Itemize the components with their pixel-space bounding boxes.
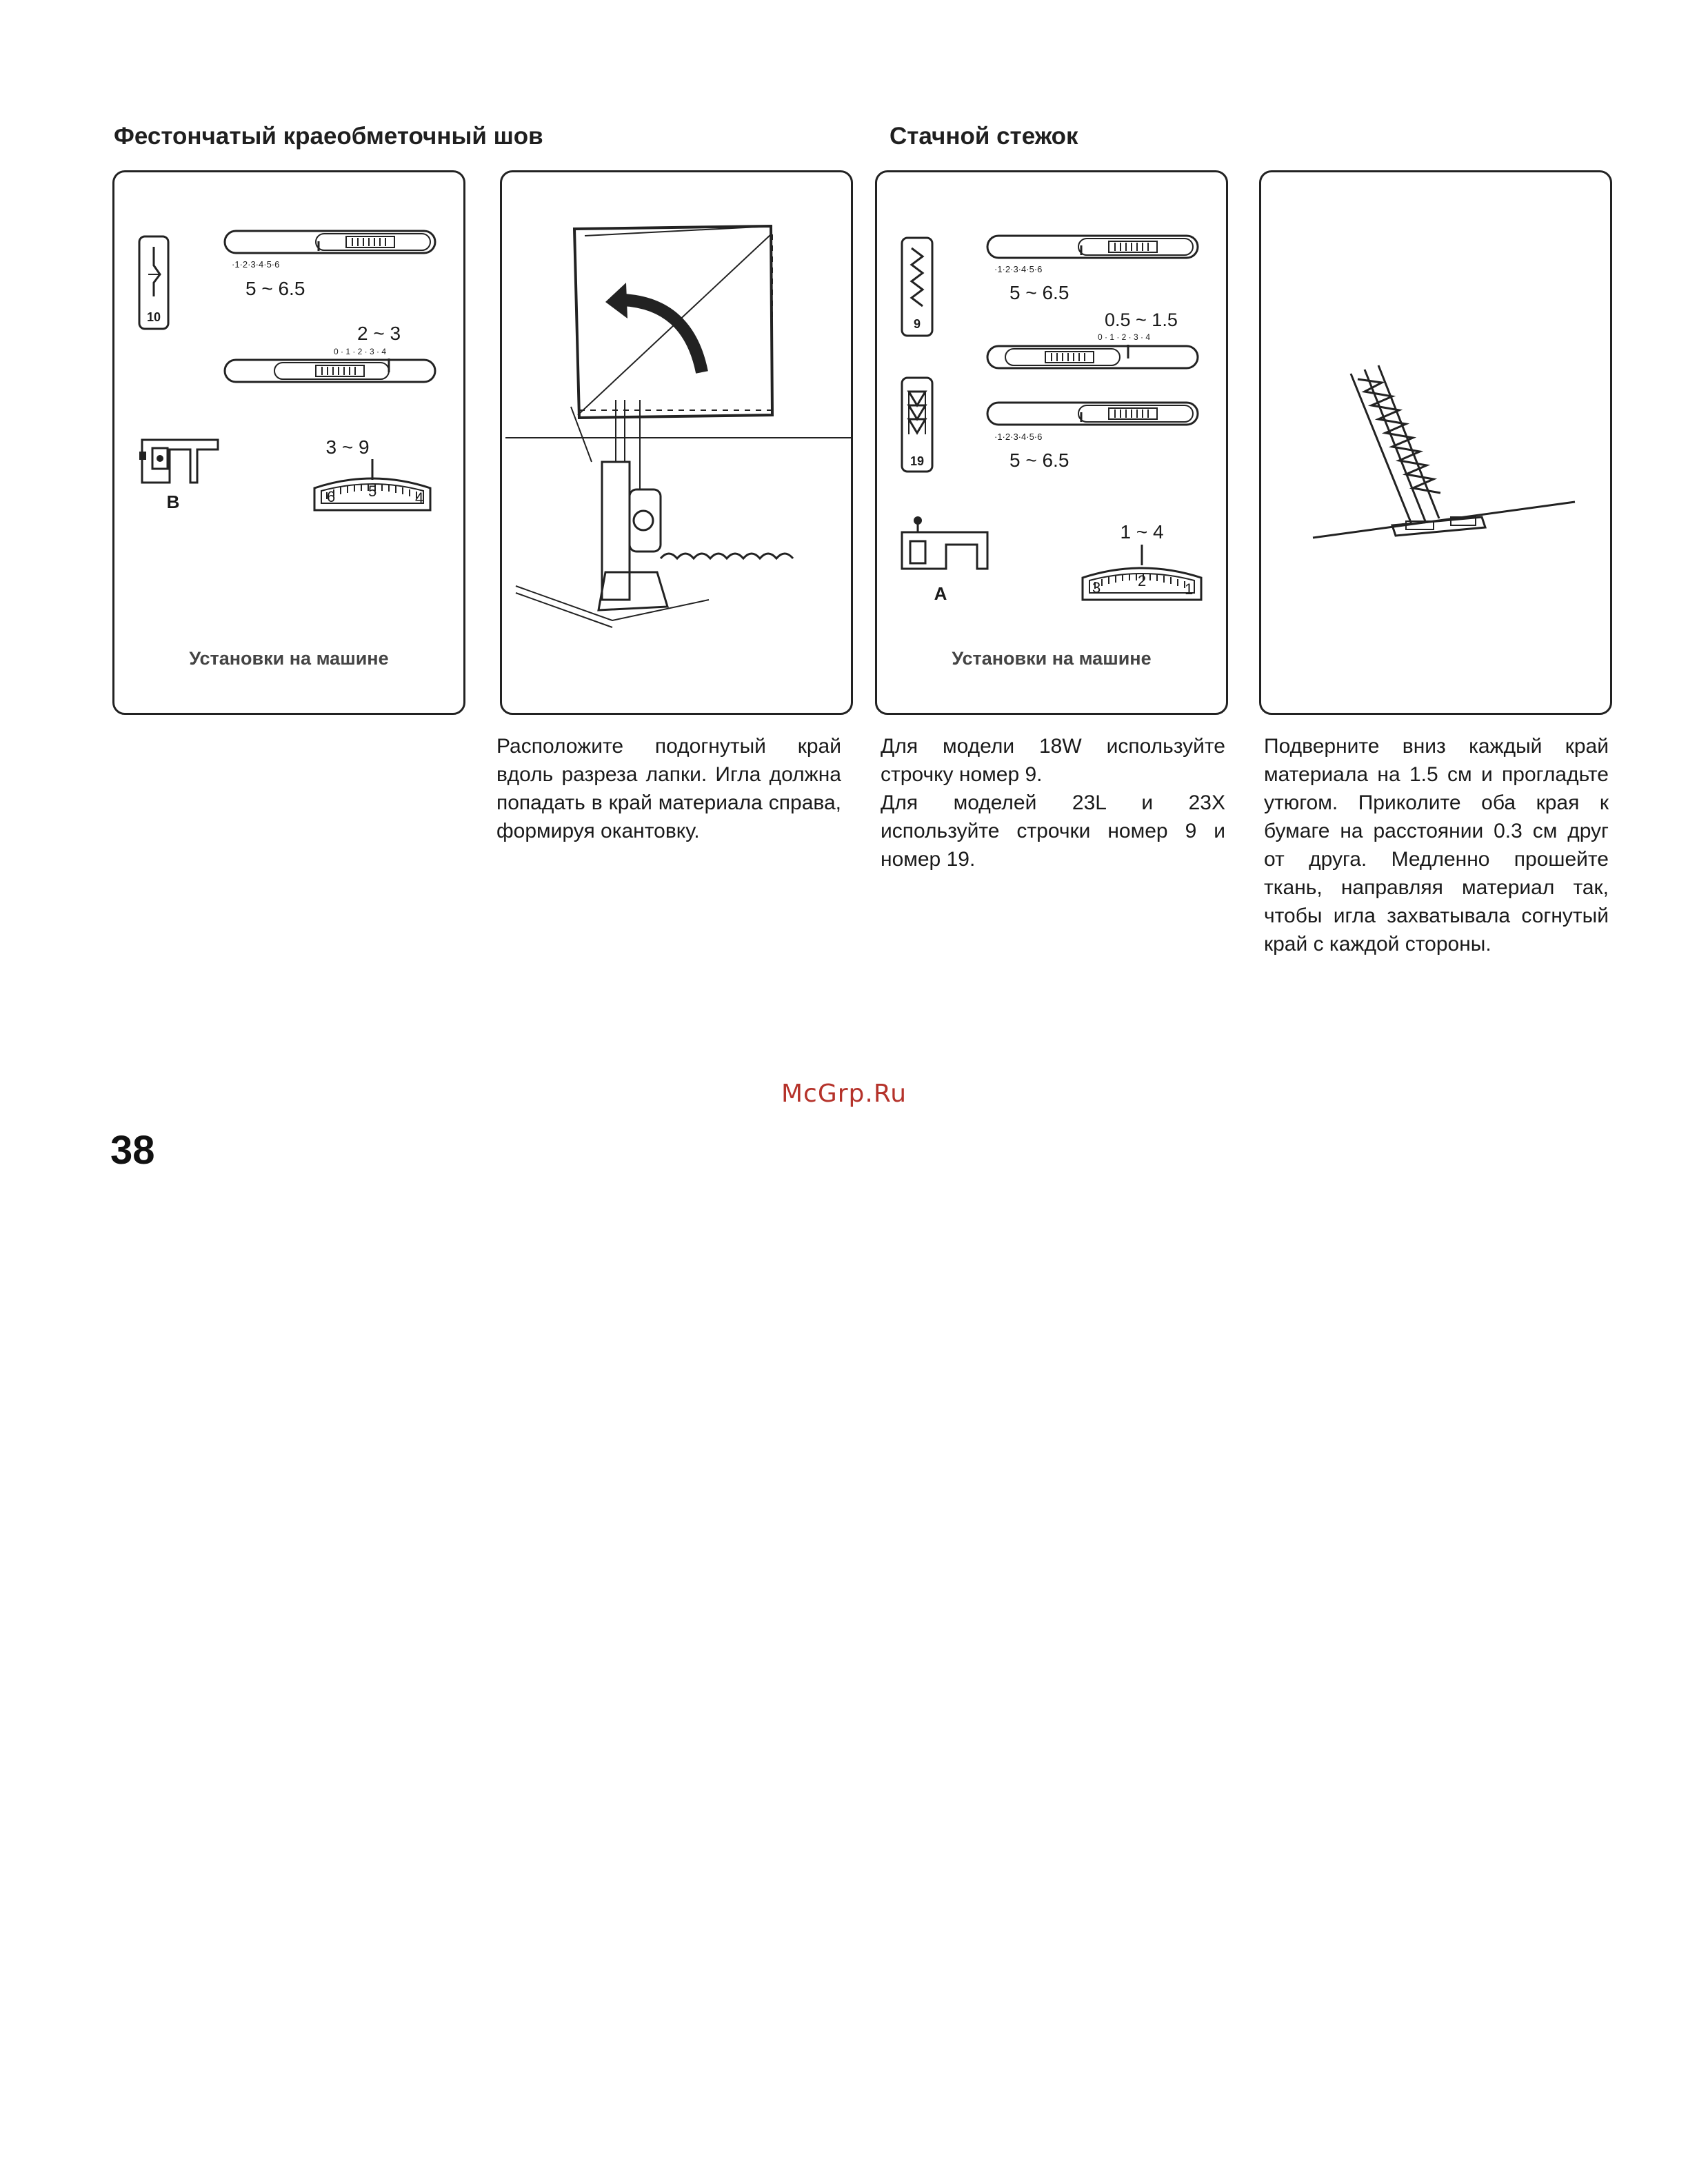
panel-joining-settings — [875, 170, 1228, 715]
tension-dial-center: 5 — [368, 483, 377, 500]
presser-foot-sewing-icon — [516, 400, 793, 627]
instruction-joining-steps — [1264, 732, 1609, 958]
width-scale-label: 0 · 1 · 2 · 3 · 4 — [1098, 332, 1151, 342]
stitch-pattern-10-icon — [139, 236, 168, 329]
watermark: McGrp.Ru — [781, 1080, 907, 1108]
tension-range-label: 1 ~ 4 — [1120, 521, 1164, 543]
instruction-scallop — [496, 732, 841, 845]
joining-settings-diagram — [877, 172, 1228, 715]
tension-dial-left: 6 — [327, 488, 336, 505]
settings-caption: Установки на машине — [189, 648, 389, 669]
instruction-model-18w: Для модели 18W используйте строчку номер 9. — [881, 735, 1225, 786]
instruction-models-23: Для моделей 23L и 23X используйте строчки номер 9 и номер 19. — [881, 791, 1225, 871]
instruction-joining-text: Подверните вниз каждый край материала на 1.5 см и прогладьте утюгом. Приколите оба края к бумаге на расстоянии 0.3 см друг от друга. Медленно прошейте ткань, направляя материал так, чтобы игла захватывала согнутый край с каждой стороны. — [1264, 735, 1609, 956]
tension-dial-right: 1 — [1185, 580, 1194, 598]
stitch-width-slider-icon — [987, 345, 1198, 368]
scallop-settings-diagram — [114, 172, 465, 715]
presser-foot-label: B — [166, 492, 180, 512]
width-range-label: 0.5 ~ 1.5 — [1105, 310, 1178, 330]
instruction-scallop-text: Расположите подогнутый край вдоль разреза лапки. Игла должна попадать в край материала справа, формируя окантовку. — [496, 735, 841, 842]
stitch-pattern-19-icon — [902, 378, 932, 472]
tension-range-label: 3 ~ 9 — [325, 436, 370, 458]
panel-scallop-settings — [112, 170, 465, 715]
stitch-pattern-9-icon — [902, 238, 932, 336]
settings-caption: Установки на машине — [952, 648, 1152, 669]
length-range-1-label: 5 ~ 6.5 — [1009, 282, 1069, 303]
presser-foot-label: A — [934, 583, 947, 604]
stitch-length-slider-1-icon — [987, 236, 1198, 258]
section-title-scallop: Фестончатый краеобметочный шов — [114, 123, 543, 150]
stitch-number-label: 10 — [146, 310, 161, 324]
length-scale-2-label: ·1·2·3·4·5·6 — [994, 432, 1043, 442]
length-range-2-label: 5 ~ 6.5 — [1009, 449, 1069, 471]
stitch-number-19-label: 19 — [910, 454, 925, 468]
panel-scallop-illustration — [500, 170, 853, 715]
joining-fabric-illustration — [1261, 172, 1612, 715]
page-number: 38 — [110, 1128, 155, 1173]
length-scale-label: ·1·2·3·4·5·6 — [232, 259, 280, 270]
stitch-length-slider-icon — [225, 231, 435, 253]
section-title-joining: Стачной стежок — [890, 123, 1078, 150]
stitch-width-slider-icon — [225, 358, 435, 382]
presser-foot-b-icon — [139, 440, 218, 483]
instruction-joining-models — [881, 732, 1225, 873]
tension-dial-left: 3 — [1092, 579, 1101, 596]
width-range-label: 2 ~ 3 — [357, 323, 401, 344]
joined-edges-icon — [1313, 365, 1575, 538]
folded-fabric-icon — [574, 226, 772, 418]
scallop-sewing-illustration — [502, 172, 853, 715]
tension-dial-center: 2 — [1138, 572, 1147, 589]
length-range-label: 5 ~ 6.5 — [245, 278, 305, 299]
tension-dial-right: 4 — [415, 489, 424, 507]
stitch-number-9-label: 9 — [913, 317, 921, 331]
presser-foot-a-icon — [902, 516, 987, 569]
length-scale-1-label: ·1·2·3·4·5·6 — [994, 264, 1043, 274]
width-scale-label: 0 · 1 · 2 · 3 · 4 — [334, 347, 387, 356]
panel-joining-illustration — [1259, 170, 1612, 715]
stitch-length-slider-2-icon — [987, 403, 1198, 425]
